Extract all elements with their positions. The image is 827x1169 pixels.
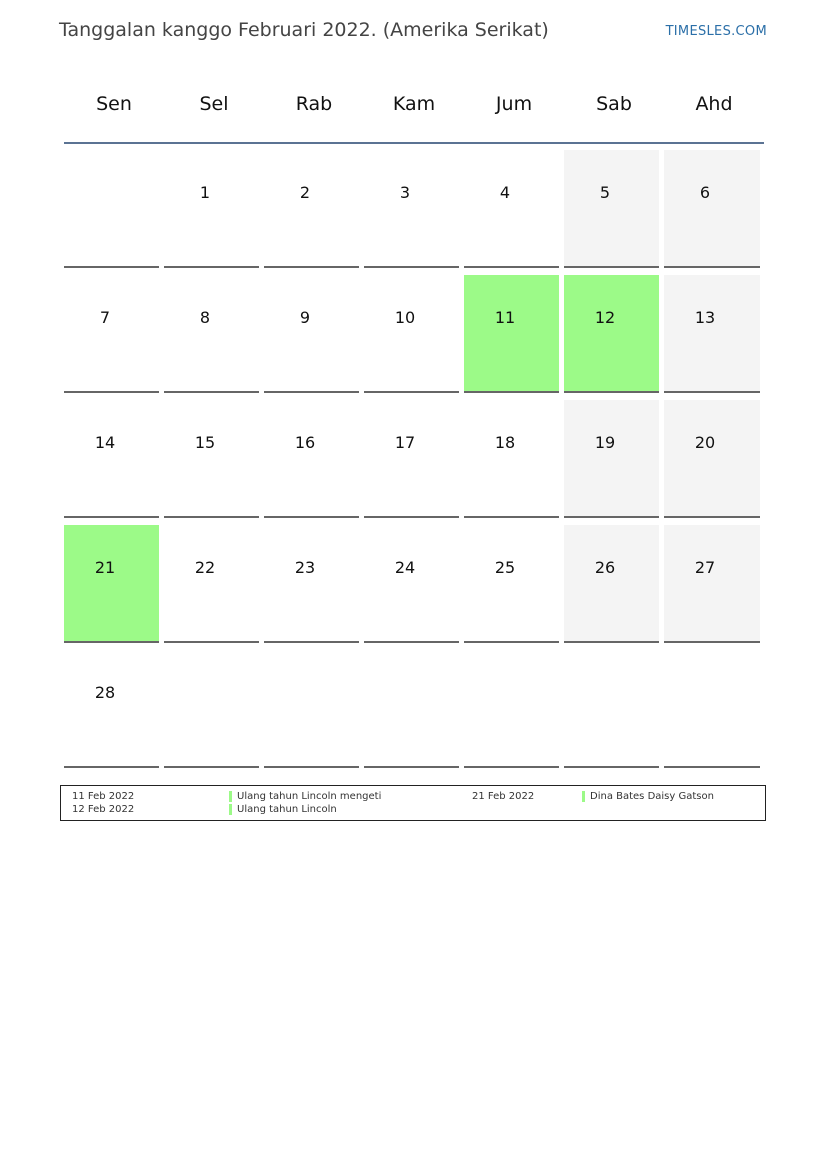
calendar-empty-cell [264, 650, 359, 768]
day-number: 26 [594, 558, 616, 577]
day-number: 15 [194, 433, 216, 452]
calendar-week-row [64, 150, 765, 275]
legend-date: 12 Feb 2022 [72, 804, 135, 815]
calendar-week-row [64, 400, 765, 525]
calendar-day-cell[interactable] [664, 525, 760, 643]
day-number: 3 [399, 183, 411, 202]
day-number: 5 [599, 183, 611, 202]
calendar-day-cell[interactable] [264, 275, 359, 393]
day-number: 10 [394, 308, 416, 327]
calendar-day-cell[interactable] [364, 275, 459, 393]
day-number: 21 [94, 558, 116, 577]
day-number: 14 [94, 433, 116, 452]
weekday-header [64, 80, 764, 144]
calendar-grid [64, 150, 765, 775]
calendar-day-cell[interactable] [664, 400, 760, 518]
calendar-day-cell[interactable] [164, 150, 259, 268]
weekday-label: Sel [199, 93, 229, 115]
calendar-day-cell[interactable] [64, 650, 159, 768]
calendar-day-cell[interactable] [564, 525, 659, 643]
calendar-day-cell[interactable] [364, 400, 459, 518]
calendar-empty-cell [464, 650, 559, 768]
day-number: 20 [694, 433, 716, 452]
day-number: 1 [199, 183, 211, 202]
day-number: 6 [699, 183, 711, 202]
day-number: 23 [294, 558, 316, 577]
holiday-legend [60, 785, 766, 821]
calendar-day-cell[interactable] [464, 150, 559, 268]
day-number: 27 [694, 558, 716, 577]
calendar-day-cell[interactable] [364, 150, 459, 268]
calendar-empty-cell [364, 650, 459, 768]
legend-color-bar [582, 791, 585, 802]
legend-date: 11 Feb 2022 [72, 791, 135, 802]
calendar-week-row [64, 275, 765, 400]
weekday-label: Sab [596, 93, 632, 115]
legend-color-bar [229, 804, 232, 815]
day-number: 19 [594, 433, 616, 452]
day-number: 22 [194, 558, 216, 577]
legend-holiday-name: Ulang tahun Lincoln mengeti [237, 791, 382, 802]
calendar-day-cell[interactable] [564, 150, 659, 268]
calendar-day-cell[interactable] [664, 275, 760, 393]
day-number: 2 [299, 183, 311, 202]
calendar-day-cell[interactable] [464, 275, 559, 393]
calendar-day-cell[interactable] [264, 400, 359, 518]
calendar-day-cell[interactable] [564, 275, 659, 393]
legend-holiday-name: Dina Bates Daisy Gatson [590, 791, 714, 802]
weekday-label: Jum [495, 93, 533, 115]
calendar-week-row [64, 525, 765, 650]
calendar-empty-cell [64, 150, 159, 268]
day-number: 4 [499, 183, 511, 202]
calendar-empty-cell [164, 650, 259, 768]
weekday-label: Rab [295, 93, 333, 115]
calendar-day-cell[interactable] [64, 525, 159, 643]
day-number: 12 [594, 308, 616, 327]
brand-link[interactable]: TIMESLES.COM [665, 24, 767, 39]
day-number: 18 [494, 433, 516, 452]
weekday-label: Kam [392, 93, 436, 115]
calendar-day-cell[interactable] [264, 525, 359, 643]
calendar-day-cell[interactable] [264, 150, 359, 268]
calendar-empty-cell [664, 650, 760, 768]
day-number: 24 [394, 558, 416, 577]
calendar-day-cell[interactable] [164, 275, 259, 393]
calendar-day-cell[interactable] [64, 400, 159, 518]
legend-color-bar [229, 791, 232, 802]
calendar-day-cell[interactable] [564, 400, 659, 518]
legend-date: 21 Feb 2022 [472, 791, 535, 802]
calendar-day-cell[interactable] [464, 400, 559, 518]
day-number: 7 [99, 308, 111, 327]
weekday-label: Sen [96, 93, 132, 115]
calendar-week-row [64, 650, 765, 775]
calendar-day-cell[interactable] [164, 525, 259, 643]
day-number: 16 [294, 433, 316, 452]
day-number: 17 [394, 433, 416, 452]
day-number: 13 [694, 308, 716, 327]
calendar-day-cell[interactable] [664, 150, 760, 268]
day-number: 9 [299, 308, 311, 327]
calendar-day-cell[interactable] [64, 275, 159, 393]
day-number: 25 [494, 558, 516, 577]
calendar-day-cell[interactable] [164, 400, 259, 518]
calendar-day-cell[interactable] [464, 525, 559, 643]
day-number: 28 [94, 683, 116, 702]
page-title: Tanggalan kanggo Februari 2022. (Amerika Serikat) [59, 19, 549, 41]
day-number: 11 [494, 308, 516, 327]
weekday-label: Ahd [695, 93, 733, 115]
day-number: 8 [199, 308, 211, 327]
legend-holiday-name: Ulang tahun Lincoln [237, 804, 337, 815]
calendar-empty-cell [564, 650, 659, 768]
calendar-day-cell[interactable] [364, 525, 459, 643]
